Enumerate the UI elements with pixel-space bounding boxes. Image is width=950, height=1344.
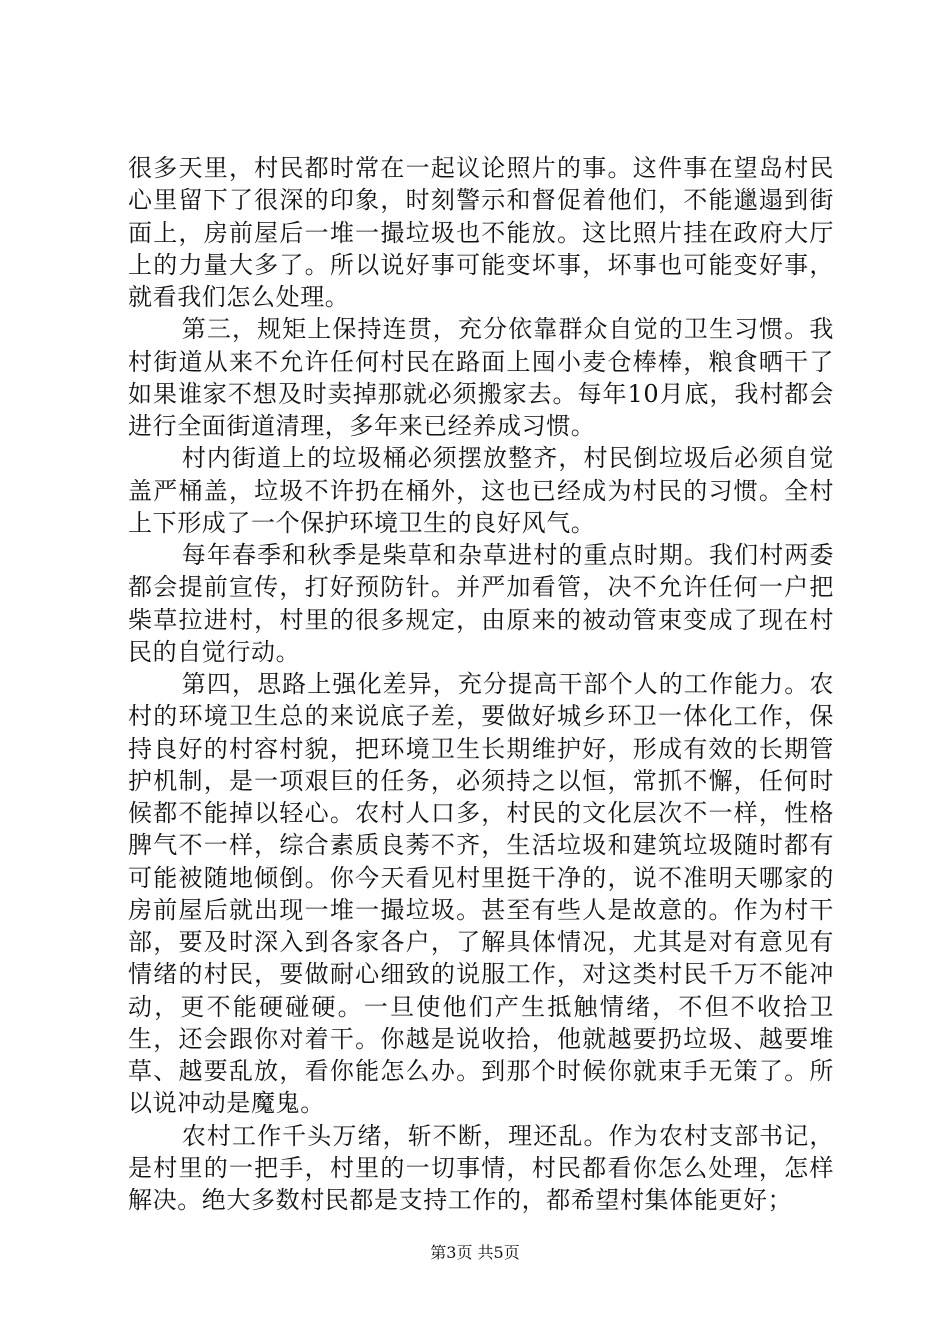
page-number-footer: 第3页 共5页 (430, 1243, 520, 1262)
paragraph: 很多天里，村民都时常在一起议论照片的事。这件事在望岛村民心里留下了很深的印象，时刻警示和督促着他们，不能邋遢到街面上，房前屋后一堆一撮垃圾也不能放。这比照片挂在政府大厅上的力量大多了。所以说好事可能变坏事，坏事也可能变好事，就看我们怎么处理。 (128, 154, 834, 311)
paragraph: 第四，思路上强化差异，充分提高干部个人的工作能力。农村的环境卫生总的来说底子差，要做好城乡环卫一体化工作，保持良好的村容村貌，把环境卫生长期维护好，形成有效的长期管护机制，是一项艰巨的任务，必须持之以恒，常抓不懈，任何时候都不能掉以轻心。农村人口多，村民的文化层次不一样，性格脾气不一样，综合素质良莠不齐，生活垃圾和建筑垃圾随时都有可能被随地倾倒。你今天看见村里挺干净的，说不准明天哪家的房前屋后就出现一堆一撮垃圾。甚至有些人是故意的。作为村干部，要及时深入到各家各户，了解具体情况，尤其是对有意见有情绪的村民，要做耐心细致的说服工作，对这类村民千万不能冲动，更不能硬碰硬。一旦使他们产生抵触情绪，不但不收拾卫生，还会跟你对着干。你越是说收拾，他就越要扔垃圾、越要堆草、越要乱放，看你能怎么办。到那个时候你就束手无策了。所以说冲动是魔鬼。 (128, 670, 834, 1118)
paragraph: 农村工作千头万绪，斩不断，理还乱。作为农村支部书记，是村里的一把手，村里的一切事情，村民都看你怎么处理，怎样解决。绝大多数村民都是支持工作的，都希望村集体能更好； (128, 1121, 834, 1214)
document-body (128, 152, 834, 1216)
paragraph: 村内街道上的垃圾桶必须摆放整齐，村民倒垃圾后必须自觉盖严桶盖，垃圾不许扔在桶外，这也已经成为村民的习惯。全村上下形成了一个保护环境卫生的良好风气。 (128, 444, 834, 537)
paragraph: 每年春季和秋季是柴草和杂草进村的重点时期。我们村两委都会提前宣传，打好预防针。并严加看管，决不允许任何一户把柴草拉进村，村里的很多规定，由原来的被动管束变成了现在村民的自觉行动。 (128, 541, 834, 666)
paragraph: 第三，规矩上保持连贯，充分依靠群众自觉的卫生习惯。我村街道从来不允许任何村民在路面上囤小麦仓棒棒，粮食晒干了如果谁家不想及时卖掉那就必须搬家去。每年10月底，我村都会进行全面街道清理，多年来已经养成习惯。 (128, 315, 834, 440)
